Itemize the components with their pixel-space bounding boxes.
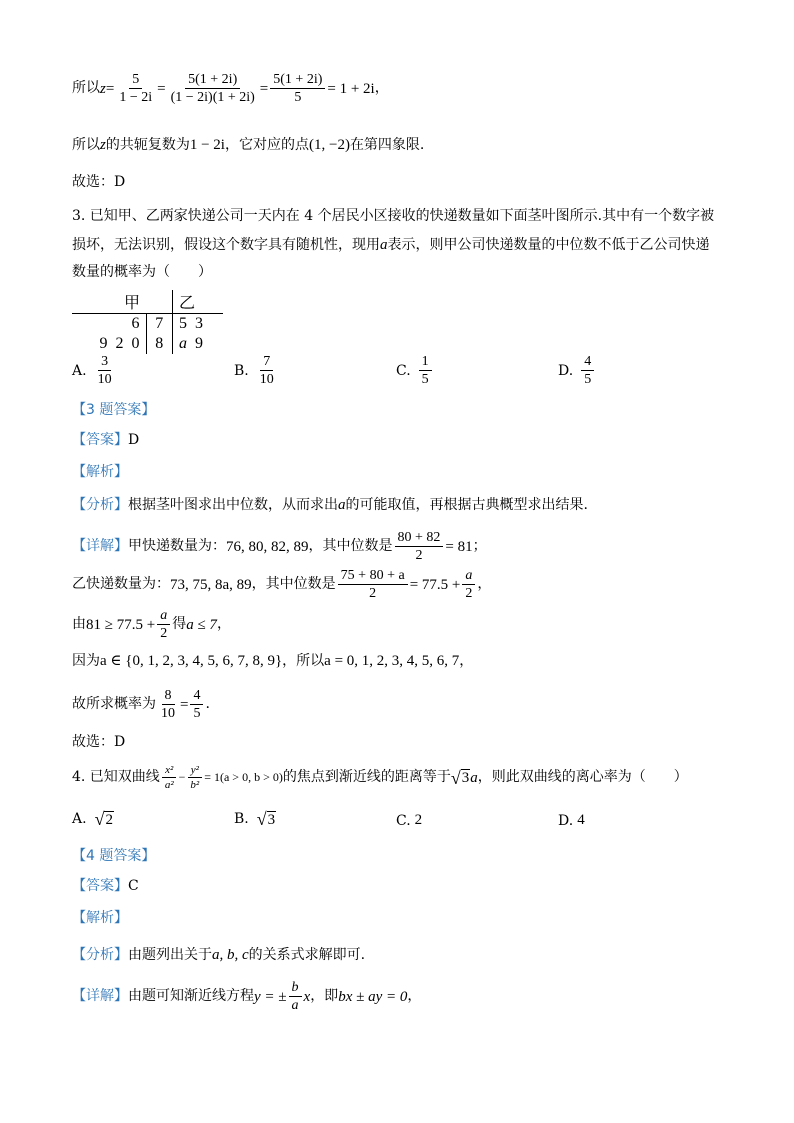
text: 由 <box>72 616 86 633</box>
q4-option-b[interactable] <box>234 810 276 828</box>
q4-detail <box>72 980 421 1014</box>
text: . <box>205 696 210 713</box>
numerator: x² <box>162 764 176 778</box>
equals: = <box>157 80 166 97</box>
text: 甲快递数量为： <box>128 538 226 555</box>
detail-tag: 【详解】 <box>72 538 128 555</box>
q3-text-line3: 数量的概率为（ ） <box>72 264 212 280</box>
text: 乙快递数量为： <box>72 576 170 593</box>
math: a = 0, 1, 2, 3, 4, 5, 6, 7 <box>324 653 460 669</box>
math: = <box>180 696 189 713</box>
var-z: z <box>100 80 106 97</box>
text: 的可能取值，再根据古典概型求出结果. <box>345 496 588 513</box>
numerator: 75 + 80 + a <box>338 568 408 585</box>
math: = 1(a > 0, b > 0) <box>204 770 283 785</box>
math: x <box>303 988 311 1005</box>
q3-detail-line2 <box>72 568 491 602</box>
text: 4. 已知双曲线 <box>72 769 160 786</box>
fraction <box>419 354 432 388</box>
math: 73, 75, 8a, 89 <box>170 576 252 593</box>
text: 表示，则甲公司快递数量的中位数不低于乙公司快递 <box>387 236 710 253</box>
q3-detail-line3 <box>72 608 231 642</box>
row1-left: 6 <box>131 315 140 332</box>
denominator: 10 <box>97 372 112 388</box>
denominator: 2 <box>465 586 473 602</box>
sqrt <box>257 810 276 828</box>
option-label: C. <box>396 362 411 379</box>
q3-detail-line1 <box>72 530 487 564</box>
radicand: 3 <box>267 811 276 828</box>
solution-line-z <box>72 72 389 106</box>
numerator: 4 <box>581 354 594 371</box>
equals: = <box>105 80 115 97</box>
text: 由题可知渐近线方程 <box>128 988 254 1005</box>
row1-right: 5 3 <box>173 314 224 335</box>
q3-option-a[interactable] <box>72 354 117 388</box>
stem-leaf-plot <box>72 290 223 354</box>
option-label: D. <box>558 812 574 829</box>
q3-detail-line5 <box>72 688 210 722</box>
sqrt <box>451 769 470 787</box>
numerator: 3 <box>98 354 111 371</box>
fraction <box>338 568 408 602</box>
row1-stem: 7 <box>146 314 173 335</box>
denominator: a <box>291 998 299 1014</box>
text: ， <box>407 988 422 1005</box>
text: ，其中位数是 <box>308 538 393 555</box>
fraction <box>270 72 325 106</box>
numerator: 5(1 + 2i) <box>185 72 240 89</box>
var-a: a <box>470 769 478 786</box>
denominator: 2 <box>160 626 168 642</box>
fraction <box>289 980 302 1014</box>
q3-text-line2 <box>72 236 710 254</box>
fraction <box>95 354 115 388</box>
text: 根据茎叶图求出中位数，从而求出 <box>128 496 338 513</box>
q4-analysis-heading: 【解析】 <box>72 910 128 926</box>
q4-option-d[interactable] <box>558 812 585 829</box>
radicand: 3 <box>461 770 470 787</box>
radicand: 2 <box>105 811 113 828</box>
math: a, b, c <box>212 947 249 963</box>
q3-text-line1: 3. 已知甲、乙两家快递公司一天内在 4 个居民小区接收的快递数量如下面茎叶图所示.其中有一个数字被 <box>72 208 715 224</box>
text: ，则此双曲线的离心率为（ ） <box>477 769 688 786</box>
text: ，它对应的点 <box>224 136 309 153</box>
var-a: a <box>380 237 388 253</box>
math: = 81 <box>445 538 473 555</box>
fraction <box>190 688 203 722</box>
fraction <box>462 568 475 602</box>
option-label: A. <box>72 362 87 379</box>
q4-option-a[interactable] <box>72 810 114 828</box>
denominator: 10 <box>161 706 175 722</box>
option-value: 2 <box>414 812 423 828</box>
math: bx ± ay = 0 <box>338 988 408 1005</box>
denominator: 10 <box>259 372 274 388</box>
q4-option-c[interactable] <box>396 812 422 829</box>
q3-final-choice: 故选：D <box>72 734 126 750</box>
math: y = ± <box>254 988 287 1005</box>
numerator: 7 <box>260 354 273 371</box>
header-right: 乙 <box>173 290 224 314</box>
q3-detail-line4 <box>72 652 473 670</box>
analysis-tag: 【分析】 <box>72 946 128 963</box>
math: a ≤ 7 <box>186 616 217 633</box>
radical-icon: √ <box>256 809 267 829</box>
numerator: a <box>462 568 475 585</box>
text: 在第四象限. <box>349 136 425 153</box>
option-value: 4 <box>577 812 585 828</box>
text: 损坏，无法识别，假设这个数字具有随机性，现用 <box>72 236 380 253</box>
text: 因为 <box>72 652 100 669</box>
denominator: 2 <box>369 586 377 602</box>
denominator: a² <box>164 779 174 792</box>
numerator: a <box>157 608 170 625</box>
q3-analysis <box>72 496 588 514</box>
text: ，所以 <box>282 652 325 669</box>
numerator: y² <box>188 764 202 778</box>
denominator: 5 <box>421 372 429 388</box>
q3-option-b[interactable] <box>234 354 279 388</box>
answer-tag: 【答案】 <box>72 432 128 448</box>
text: 由题列出关于 <box>128 946 212 963</box>
row2-right <box>173 334 224 354</box>
numerator: 5(1 + 2i) <box>270 72 325 89</box>
fraction <box>581 354 594 388</box>
math: a ∈ {0, 1, 2, 3, 4, 5, 6, 7, 8, 9} <box>100 653 283 669</box>
result: = 1 + 2i <box>327 80 375 97</box>
option-label: B. <box>234 811 249 827</box>
math: (1, −2) <box>308 137 350 153</box>
text: 所以 <box>72 136 100 153</box>
q3-analysis-heading: 【解析】 <box>72 464 128 480</box>
denominator: 1 − 2i <box>119 90 153 106</box>
denominator: b² <box>190 779 200 792</box>
leaf: 9 <box>195 335 203 352</box>
numerator: b <box>289 980 302 997</box>
math: = 77.5 + <box>409 576 461 593</box>
text: ， <box>216 616 231 633</box>
text: 所以 <box>72 80 100 97</box>
numerator: 80 + 82 <box>395 530 444 547</box>
sqrt <box>95 810 114 828</box>
detail-tag: 【详解】 <box>72 988 128 1005</box>
text: 的共轭复数为 <box>105 136 190 153</box>
q4-text <box>72 764 688 791</box>
numerator: 8 <box>162 688 175 705</box>
denominator: 5 <box>294 90 302 106</box>
text: ，即 <box>310 988 339 1005</box>
fraction <box>257 354 277 388</box>
row2-stem: 8 <box>146 334 173 354</box>
fraction <box>395 530 444 564</box>
option-label: C. <box>396 812 411 829</box>
fraction <box>187 764 202 791</box>
numerator: 5 <box>129 72 142 89</box>
math: − <box>178 770 186 785</box>
math: 81 ≥ 77.5 + <box>86 616 156 633</box>
option-label: D. <box>558 362 574 379</box>
fraction <box>116 72 155 106</box>
text: ， <box>374 80 389 97</box>
leaf-a: a <box>179 335 187 352</box>
text: ； <box>472 538 487 555</box>
var-z: z <box>100 137 106 153</box>
denominator: 5 <box>193 706 201 722</box>
text: 的关系式求解即可. <box>248 946 366 963</box>
fraction <box>162 764 177 791</box>
text: ，其中位数是 <box>251 576 336 593</box>
text: 的焦点到渐近线的距离等于 <box>282 769 451 786</box>
row2-left: 9 2 0 <box>99 335 140 352</box>
q3-option-d[interactable] <box>558 354 596 388</box>
denominator: (1 − 2i)(1 + 2i) <box>170 90 255 106</box>
math: 1 − 2i <box>189 137 225 153</box>
q3-answer <box>72 432 139 449</box>
answer-tag: 【答案】 <box>72 878 128 894</box>
text: ， <box>477 576 492 593</box>
math: 76, 80, 82, 89 <box>226 538 309 555</box>
fraction <box>158 688 178 722</box>
option-label: A. <box>72 811 87 827</box>
q4-analysis <box>72 946 365 964</box>
q3-option-c[interactable] <box>396 354 434 388</box>
header-stem <box>146 290 173 314</box>
denominator: 2 <box>415 548 423 564</box>
analysis-tag: 【分析】 <box>72 496 128 513</box>
q3-answer-heading: 【3 题答案】 <box>72 402 156 418</box>
header-left: 甲 <box>72 290 146 314</box>
fraction <box>168 72 258 106</box>
fraction <box>157 608 170 642</box>
q4-answer <box>72 878 139 895</box>
text: 故所求概率为 <box>72 696 156 713</box>
text: 得 <box>172 616 187 633</box>
numerator: 1 <box>419 354 432 371</box>
text: ， <box>459 652 474 669</box>
solution-line-conjugate <box>72 136 424 154</box>
q4-answer-heading: 【4 题答案】 <box>72 848 156 864</box>
var-a: a <box>338 497 346 513</box>
option-label: B. <box>234 362 249 379</box>
answer-value: C <box>128 878 139 894</box>
equals: = <box>259 80 269 97</box>
radical-icon: √ <box>94 809 105 829</box>
answer-choice-line: 故选：D <box>72 174 126 190</box>
denominator: 5 <box>584 372 592 388</box>
answer-value: D <box>128 432 140 448</box>
radical-icon: √ <box>450 767 461 788</box>
numerator: 4 <box>190 688 203 705</box>
